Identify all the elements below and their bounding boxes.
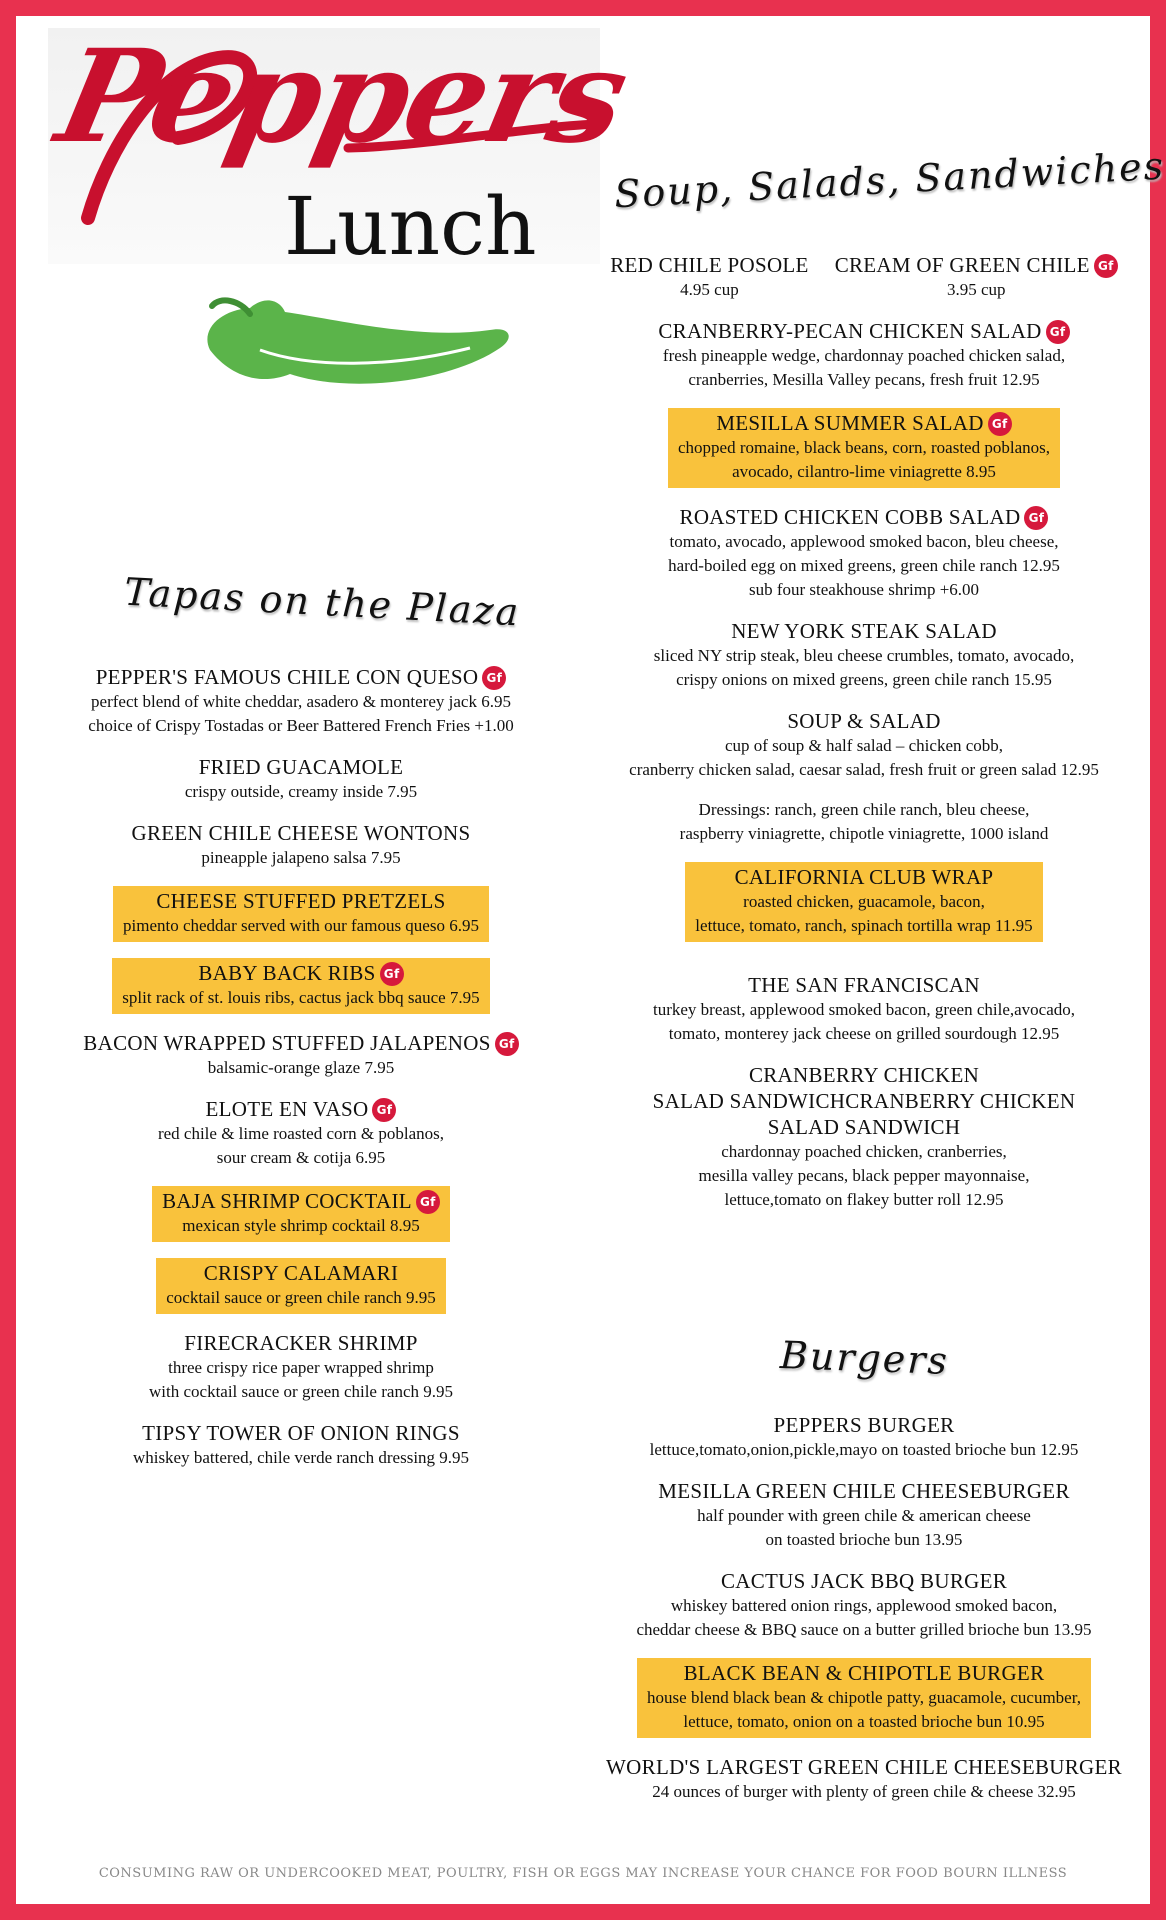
item-name [123, 888, 479, 914]
highlight-box [685, 862, 1042, 942]
item-description: lettuce, tomato, ranch, spinach tortilla wrap 11.95 [695, 916, 1033, 935]
food-safety-disclaimer: CONSUMING RAW OR UNDERCOOKED MEAT, POULTRY, FISH OR EGGS MAY INCREASE YOUR CHANCE FOR FOOD BOURN ILLNESS [98, 1866, 1068, 1881]
item-description: whiskey battered onion rings, applewood smoked bacon, [670, 1596, 1058, 1615]
item-name-text: CALIFORNIA CLUB WRAP [734, 865, 994, 889]
gluten-free-icon: Gf [1024, 506, 1048, 530]
page-title: Lunch [284, 180, 537, 273]
item-description: balsamic-orange glaze 7.95 [207, 1058, 395, 1077]
green-chile-icon [190, 290, 520, 400]
item-name-text: ELOTE EN VASO [205, 1097, 369, 1121]
item-name-text: BABY BACK RIBS [198, 961, 376, 985]
item-name [162, 1188, 440, 1214]
menu-item-cranberry-chicken-salad-sandwich [578, 1062, 1150, 1212]
soup-pair [578, 252, 1150, 302]
item-name-text: BAJA SHRIMP COCKTAIL [162, 1189, 412, 1213]
highlight-box [668, 408, 1060, 488]
item-description: half pounder with green chile & american cheese [697, 1506, 1031, 1525]
burgers-section-title: Burgers [779, 1333, 950, 1383]
menu-item-black-bean-chipotle-burger [578, 1658, 1150, 1738]
item-description: choice of Crispy Tostadas or Beer Battered French Fries +1.00 [88, 716, 514, 735]
gluten-free-icon: Gf [380, 962, 404, 986]
menu-item-baby-back-ribs [40, 958, 562, 1014]
item-description: lettuce,tomato,onion,pickle,mayo on toasted brioche bun 12.95 [649, 1440, 1079, 1459]
menu-item-note [578, 798, 1150, 846]
menu-item-firecracker-shrimp [40, 1330, 562, 1404]
item-description: tomato, avocado, applewood smoked bacon, bleu cheese, [669, 532, 1059, 551]
item-name-text: PEPPERS BURGER [773, 1413, 955, 1437]
item-description: sour cream & cotija 6.95 [216, 1148, 386, 1167]
item-description: whiskey battered, chile verde ranch dressing 9.95 [132, 1448, 470, 1467]
gluten-free-icon: Gf [372, 1098, 396, 1122]
menu-item-cranberry-pecan-chicken-salad [578, 318, 1150, 392]
item-description: Dressings: ranch, green chile ranch, bleu cheese, [698, 800, 1030, 819]
menu-item-green-chile-cheese-wontons [40, 820, 562, 870]
item-name [166, 1260, 436, 1286]
item-name-text: CRANBERRY CHICKEN SALAD SANDWICH [652, 1063, 980, 1113]
highlight-box [113, 886, 489, 942]
item-description: chopped romaine, black beans, corn, roasted poblanos, [678, 438, 1050, 457]
menu-item-bacon-wrapped-stuffed-jalapenos [40, 1030, 562, 1080]
menu-item-roasted-chicken-cobb-salad [578, 504, 1150, 602]
gluten-free-icon: Gf [495, 1032, 519, 1056]
item-description: 4.95 cup [680, 280, 739, 299]
menu-item-elote-en-vaso [40, 1096, 562, 1170]
menu-item-cream-of-green-chile [835, 252, 1118, 302]
item-name-text: GREEN CHILE CHEESE WONTONS [131, 821, 471, 845]
item-description: 24 ounces of burger with plenty of green chile & cheese 32.95 [652, 1782, 1076, 1801]
item-name [695, 864, 1032, 890]
item-name [40, 664, 562, 690]
menu-item-the-san-franciscan [578, 972, 1150, 1046]
soups-column [578, 252, 1150, 1228]
item-name [40, 1330, 562, 1356]
item-name-text: FRIED GUACAMOLE [198, 755, 404, 779]
highlight-box [152, 1186, 450, 1242]
item-name [578, 618, 1150, 644]
menu-item-new-york-steak-salad [578, 618, 1150, 692]
menu-item-cheese-stuffed-pretzels [40, 886, 562, 942]
menu-item-california-club-wrap [578, 862, 1150, 942]
item-name [578, 504, 1150, 530]
item-name [578, 318, 1150, 344]
item-description: with cocktail sauce or green chile ranch 9.95 [149, 1382, 453, 1401]
item-description: house blend black bean & chipotle patty, guacamole, cucumber, [647, 1688, 1081, 1707]
item-description: perfect blend of white cheddar, asadero & monterey jack 6.95 [91, 692, 511, 711]
item-name-text: NEW YORK STEAK SALAD [731, 619, 997, 643]
item-name-text: CACTUS JACK BBQ BURGER [720, 1569, 1008, 1593]
item-description: cocktail sauce or green chile ranch 9.95 [166, 1288, 436, 1307]
item-name-text: ROASTED CHICKEN COBB SALAD [679, 505, 1021, 529]
item-name-text: CRANBERRY CHICKEN SALAD SANDWICH [767, 1089, 1076, 1139]
menu-item-peppers-burger [578, 1412, 1150, 1462]
item-description: lettuce, tomato, onion on a toasted brioche bun 10.95 [683, 1712, 1045, 1731]
item-description: cranberries, Mesilla Valley pecans, fresh fruit 12.95 [688, 370, 1040, 389]
soups-section-title: Soup, Salads, Sandwiches [613, 143, 1166, 217]
item-name [678, 410, 1050, 436]
item-description: avocado, cilantro-lime viniagrette 8.95 [732, 462, 996, 481]
item-description: crispy onions on mixed greens, green chile ranch 15.95 [676, 670, 1052, 689]
menu-item-baja-shrimp-cocktail [40, 1186, 562, 1242]
gluten-free-icon: Gf [482, 666, 506, 690]
item-name [40, 1420, 562, 1446]
item-name [835, 252, 1118, 278]
highlight-box [637, 1658, 1091, 1738]
tapas-section-title: Tapas on the Plaza [123, 569, 522, 635]
item-name [40, 1030, 562, 1056]
item-description: three crispy rice paper wrapped shrimp [168, 1358, 434, 1377]
item-description: chardonnay poached chicken, cranberries, [721, 1142, 1007, 1161]
item-description: red chile & lime roasted corn & poblanos, [157, 1124, 445, 1143]
item-name-text: BACON WRAPPED STUFFED JALAPENOS [83, 1031, 491, 1055]
item-name [578, 708, 1150, 734]
item-name [40, 820, 562, 846]
item-name-text: THE SAN FRANCISCAN [748, 973, 980, 997]
item-name-text: FIRECRACKER SHRIMP [184, 1331, 418, 1355]
item-description: cheddar cheese & BBQ sauce on a butter grilled brioche bun 13.95 [636, 1620, 1092, 1639]
item-name-text: WORLD'S LARGEST GREEN CHILE CHEESEBURGER [606, 1755, 1122, 1779]
gluten-free-icon: Gf [1046, 320, 1070, 344]
item-name-text: CREAM OF GREEN CHILE [834, 253, 1090, 277]
menu-item-cactus-jack-bbq-burger [578, 1568, 1150, 1642]
item-description: mexican style shrimp cocktail 8.95 [182, 1216, 420, 1235]
item-description: sub four steakhouse shrimp +6.00 [748, 580, 980, 599]
item-description: turkey breast, applewood smoked bacon, green chile,avocado, [652, 1000, 1075, 1019]
item-description: crispy outside, creamy inside 7.95 [184, 782, 418, 801]
item-description: roasted chicken, guacamole, bacon, [743, 892, 985, 911]
gluten-free-icon: Gf [416, 1190, 440, 1214]
menu-item-pepper-s-famous-chile-con-queso [40, 664, 562, 738]
item-description: pineapple jalapeno salsa 7.95 [201, 848, 401, 867]
item-description: cup of soup & half salad – chicken cobb, [724, 736, 1004, 755]
tapas-column [40, 664, 562, 1486]
gluten-free-icon: Gf [1094, 254, 1118, 278]
item-name [122, 960, 479, 986]
menu-item-tipsy-tower-of-onion-rings [40, 1420, 562, 1470]
item-description: pimento cheddar served with our famous queso 6.95 [123, 916, 479, 935]
item-name [40, 1096, 562, 1122]
item-name-text: CRANBERRY-PECAN CHICKEN SALAD [658, 319, 1042, 343]
gluten-free-icon: Gf [988, 412, 1012, 436]
menu-item-mesilla-summer-salad [578, 408, 1150, 488]
highlight-box [156, 1258, 446, 1314]
item-description: raspberry viniagrette, chipotle viniagrette, 1000 island [679, 824, 1049, 843]
item-description: sliced NY strip steak, bleu cheese crumbles, tomato, avocado, [653, 646, 1075, 665]
item-description: hard-boiled egg on mixed greens, green chile ranch 12.95 [668, 556, 1060, 575]
item-description: lettuce,tomato on flakey butter roll 12.95 [724, 1190, 1004, 1209]
item-name-text: CRISPY CALAMARI [203, 1261, 399, 1285]
item-name-text: RED CHILE POSOLE [610, 253, 809, 277]
item-name-text: MESILLA GREEN CHILE CHEESEBURGER [658, 1479, 1070, 1503]
item-name-text: BLACK BEAN & CHIPOTLE BURGER [683, 1661, 1045, 1685]
menu-item-mesilla-green-chile-cheeseburger [578, 1478, 1150, 1552]
menu-item-world-s-largest-green-chile-cheeseburger [578, 1754, 1150, 1804]
item-description: 3.95 cup [946, 280, 1006, 299]
menu-item-soup-salad [578, 708, 1150, 782]
item-description: mesilla valley pecans, black pepper mayonnaise, [698, 1166, 1030, 1185]
item-name-text: SOUP & SALAD [787, 709, 941, 733]
item-name [578, 1478, 1150, 1504]
item-name [578, 1568, 1150, 1594]
item-name [578, 972, 1150, 998]
item-name-text: CHEESE STUFFED PRETZELS [156, 889, 446, 913]
menu-item-crispy-calamari [40, 1258, 562, 1314]
item-name [647, 1660, 1081, 1686]
item-name [578, 1412, 1150, 1438]
item-name [40, 754, 562, 780]
logo-brand-text: Peppers [46, 22, 639, 172]
item-description: on toasted brioche bun 13.95 [765, 1530, 963, 1549]
item-name [578, 1754, 1150, 1780]
menu-item-fried-guacamole [40, 754, 562, 804]
item-name-text: MESILLA SUMMER SALAD [716, 411, 984, 435]
item-name [610, 252, 808, 278]
menu-item-red-chile-posole [610, 252, 808, 302]
item-name-text: TIPSY TOWER OF ONION RINGS [142, 1421, 460, 1445]
item-description: cranberry chicken salad, caesar salad, fresh fruit or green salad 12.95 [629, 760, 1099, 779]
item-description: tomato, monterey jack cheese on grilled sourdough 12.95 [668, 1024, 1060, 1043]
item-description: fresh pineapple wedge, chardonnay poached chicken salad, [662, 346, 1066, 365]
burgers-column [578, 1412, 1150, 1820]
item-name [578, 1062, 1150, 1140]
highlight-box [112, 958, 489, 1014]
item-name-text: PEPPER'S FAMOUS CHILE CON QUESO [95, 665, 479, 689]
item-description: split rack of st. louis ribs, cactus jack bbq sauce 7.95 [122, 988, 480, 1007]
